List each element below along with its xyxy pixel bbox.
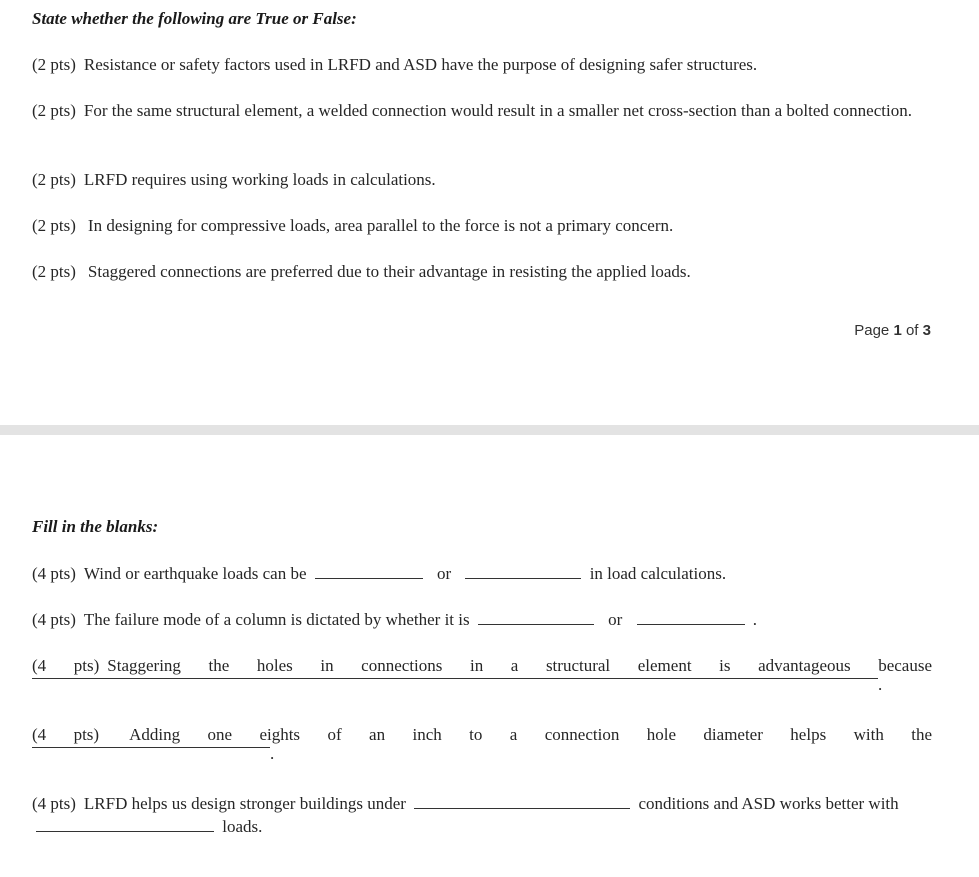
- question-text: or: [608, 610, 623, 629]
- page-separator: [0, 425, 979, 435]
- answer-blank[interactable]: [414, 794, 630, 809]
- section-heading-fill-blanks: Fill in the blanks:: [32, 517, 159, 536]
- question-points: (4 pts): [32, 794, 76, 813]
- total-page-number: 3: [922, 322, 931, 339]
- question-points: (2 pts): [32, 55, 76, 74]
- current-page-number: 1: [893, 322, 902, 339]
- question-text: Resistance or safety factors used in LRFD and ASD have the purpose of designing safer structures.: [83, 55, 758, 74]
- question-text: In designing for compressive loads, area parallel to the force is not a primary concern.: [87, 216, 674, 235]
- question-points: (2 pts): [32, 101, 76, 120]
- question-text: For the same structural element, a welded connection would result in a smaller net cross-section than a bolted connection.: [83, 101, 912, 120]
- answer-blank[interactable]: [32, 747, 270, 748]
- of-word: of: [905, 322, 919, 339]
- question-text: or: [437, 564, 452, 583]
- fill-blank-question-4: [32, 723, 932, 746]
- question-text: LRFD helps us design stronger buildings under: [83, 794, 406, 813]
- question-text: LRFD requires using working loads in calculations.: [83, 170, 436, 189]
- question-text: in load calculations.: [589, 564, 727, 583]
- answer-blank[interactable]: [32, 678, 878, 679]
- fill-blank-question-5: [32, 792, 932, 838]
- question-points: (4 pts): [32, 564, 76, 583]
- question-text: The failure mode of a column is dictated by whether it is: [83, 610, 470, 629]
- page-number-footer: [854, 322, 931, 339]
- true-false-question-1: [32, 53, 932, 76]
- question-points: (2 pts): [32, 170, 76, 189]
- question-text: Staggered connections are preferred due to their advantage in resisting the applied loads.: [87, 262, 691, 281]
- fill-blank-question-3: [32, 654, 932, 677]
- question-text: .: [752, 610, 758, 629]
- question-text: Wind or earthquake loads can be: [83, 564, 307, 583]
- question-text: .: [270, 744, 275, 763]
- fill-blank-question-1: [32, 562, 932, 585]
- true-false-question-4: [32, 214, 932, 237]
- document-page-1: [0, 0, 979, 425]
- question-points: (4 pts): [32, 656, 100, 675]
- true-false-question-2: [32, 99, 932, 122]
- question-points: (2 pts): [32, 216, 76, 235]
- answer-blank[interactable]: [465, 564, 581, 579]
- document-page-2: [0, 435, 979, 877]
- answer-blank[interactable]: [478, 610, 594, 625]
- question-points: (4 pts): [32, 725, 100, 744]
- question-text: conditions and ASD works better with: [638, 794, 899, 813]
- question-text: .: [878, 675, 883, 694]
- page-word: Page: [854, 322, 890, 339]
- question-text: Staggering the holes in connections in a structural element is advantageous because: [107, 656, 932, 675]
- section-heading-true-false: State whether the following are True or False:: [32, 9, 357, 28]
- true-false-question-5: [32, 260, 932, 283]
- question-points: (4 pts): [32, 610, 76, 629]
- fill-blank-question-2: [32, 608, 932, 631]
- question-text: Adding one eights of an inch to a connection hole diameter helps with the: [129, 725, 932, 744]
- question-text: loads.: [222, 817, 263, 836]
- true-false-question-3: [32, 168, 932, 191]
- answer-blank[interactable]: [36, 817, 214, 832]
- answer-blank[interactable]: [637, 610, 745, 625]
- answer-blank[interactable]: [315, 564, 423, 579]
- question-points: (2 pts): [32, 262, 76, 281]
